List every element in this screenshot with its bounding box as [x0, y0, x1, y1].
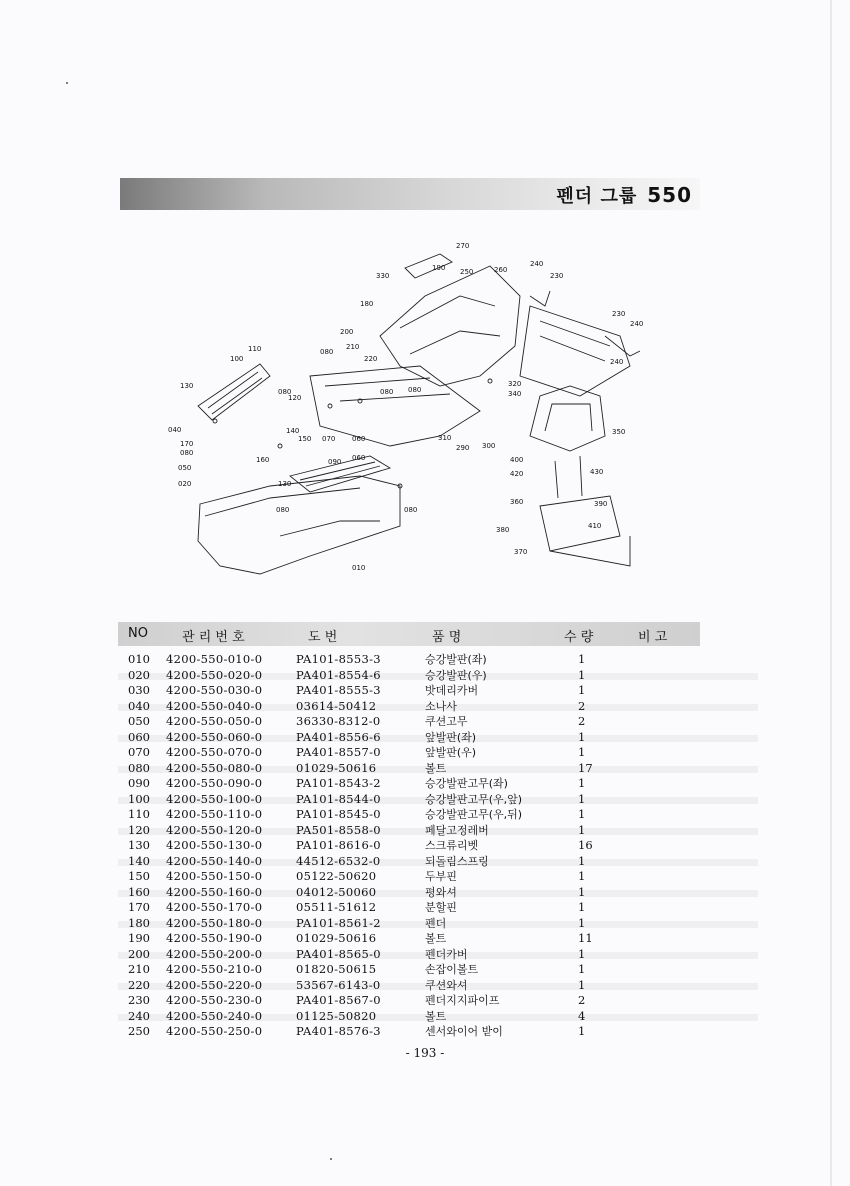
- row-no: 140: [128, 853, 150, 868]
- svg-text:080: 080: [278, 388, 292, 396]
- row-mgmt-number: 4200-550-220-0: [166, 977, 263, 992]
- row-mgmt-number: 4200-550-150-0: [166, 869, 263, 883]
- row-drawing-number: 04012-50060: [296, 884, 377, 899]
- row-no: 250: [128, 1024, 150, 1038]
- row-quantity: 1: [578, 745, 586, 759]
- svg-text:130: 130: [278, 480, 292, 488]
- row-quantity: 1: [578, 900, 586, 914]
- svg-text:240: 240: [610, 358, 624, 366]
- fender-pipe: [530, 291, 550, 306]
- row-part-name: 센서와이어 받이: [425, 1025, 503, 1038]
- row-no: 190: [128, 931, 150, 945]
- row-quantity: 1: [578, 791, 586, 806]
- svg-text:230: 230: [612, 310, 626, 318]
- svg-text:060: 060: [352, 454, 366, 462]
- row-no: 010: [128, 652, 150, 666]
- row-drawing-number: 05122-50620: [296, 869, 377, 883]
- row-drawing-number: PA501-8558-0: [296, 822, 381, 837]
- svg-text:100: 100: [230, 355, 244, 363]
- svg-text:170: 170: [180, 440, 194, 448]
- row-no: 050: [128, 714, 150, 728]
- svg-text:070: 070: [322, 435, 336, 443]
- group-number: 550: [647, 183, 692, 207]
- row-drawing-number: PA401-8576-3: [296, 1024, 381, 1038]
- row-no: 240: [128, 1008, 150, 1023]
- svg-text:230: 230: [550, 272, 564, 280]
- section-title: [556, 182, 692, 208]
- row-mgmt-number: 4200-550-060-0: [166, 729, 263, 744]
- row-mgmt-number: 4200-550-120-0: [166, 822, 263, 837]
- row-part-name: 앞발판(좌): [425, 730, 477, 744]
- row-drawing-number: 01125-50820: [296, 1008, 377, 1023]
- row-quantity: 1: [578, 683, 586, 697]
- row-drawing-number: 01029-50616: [296, 760, 377, 775]
- svg-text:300: 300: [482, 442, 496, 450]
- row-part-name: 밧데리카버: [425, 684, 479, 697]
- row-mgmt-number: 4200-550-230-0: [166, 993, 263, 1007]
- table-row: [128, 652, 728, 668]
- row-drawing-number: 03614-50412: [296, 698, 377, 713]
- row-no: 180: [128, 915, 150, 930]
- svg-text:060: 060: [352, 435, 366, 443]
- row-quantity: 1: [578, 977, 586, 992]
- table-row: [128, 776, 728, 792]
- table-row: [128, 838, 728, 854]
- row-part-name: 승강발판(우): [425, 668, 487, 682]
- svg-text:250: 250: [460, 268, 474, 276]
- row-part-name: 평와셔: [425, 885, 457, 899]
- row-drawing-number: PA401-8556-6: [296, 729, 381, 744]
- row-part-name: 스크류리벳: [425, 839, 479, 852]
- row-mgmt-number: 4200-550-050-0: [166, 714, 263, 728]
- svg-text:240: 240: [630, 320, 644, 328]
- rear-frame: [520, 306, 630, 396]
- table-row: [128, 978, 728, 994]
- row-mgmt-number: 4200-550-040-0: [166, 698, 263, 713]
- row-quantity: 11: [578, 931, 593, 945]
- svg-text:360: 360: [510, 498, 524, 506]
- table-row: [128, 900, 728, 916]
- row-part-name: 되돌림스프링: [425, 854, 489, 868]
- row-no: 230: [128, 993, 150, 1007]
- row-mgmt-number: 4200-550-090-0: [166, 776, 263, 790]
- row-drawing-number: PA101-8545-0: [296, 807, 381, 821]
- svg-text:200: 200: [340, 328, 354, 336]
- svg-text:130: 130: [180, 382, 194, 390]
- row-no: 030: [128, 683, 150, 697]
- row-quantity: 4: [578, 1008, 586, 1023]
- row-part-name: 페달고정레버: [425, 823, 489, 837]
- row-drawing-number: PA401-8557-0: [296, 745, 381, 759]
- svg-text:080: 080: [276, 506, 290, 514]
- table-row: [128, 885, 728, 901]
- table-row: [128, 823, 728, 839]
- row-drawing-number: 44512-6532-0: [296, 853, 381, 868]
- header-drawing-number: 도 번: [308, 630, 338, 645]
- row-mgmt-number: 4200-550-030-0: [166, 683, 263, 697]
- row-drawing-number: PA401-8555-3: [296, 683, 381, 697]
- row-mgmt-number: 4200-550-160-0: [166, 884, 263, 899]
- svg-text:220: 220: [364, 355, 378, 363]
- table-row: [128, 993, 728, 1009]
- row-drawing-number: PA101-8616-0: [296, 838, 381, 852]
- table-row: [128, 730, 728, 746]
- row-part-name: 볼트: [425, 1009, 447, 1023]
- table-row: [128, 714, 728, 730]
- row-quantity: 1: [578, 946, 586, 961]
- table-row: [128, 947, 728, 963]
- row-no: 060: [128, 729, 150, 744]
- page-edge: [830, 0, 832, 1186]
- svg-text:190: 190: [432, 264, 446, 272]
- row-mgmt-number: 4200-550-080-0: [166, 760, 263, 775]
- row-no: 150: [128, 869, 150, 883]
- table-header: [118, 622, 700, 646]
- svg-text:310: 310: [438, 434, 452, 442]
- svg-text:350: 350: [612, 428, 626, 436]
- row-drawing-number: 05511-51612: [296, 900, 377, 914]
- group-label: 펜더 그룹: [556, 186, 638, 207]
- table-row: [128, 761, 728, 777]
- row-drawing-number: PA101-8553-3: [296, 652, 381, 666]
- row-no: 170: [128, 900, 150, 914]
- svg-text:240: 240: [530, 260, 544, 268]
- row-part-name: 앞발판(우): [425, 746, 477, 759]
- row-part-name: 소나사: [425, 699, 457, 713]
- row-drawing-number: PA401-8554-6: [296, 667, 381, 682]
- svg-text:040: 040: [168, 426, 182, 434]
- row-part-name: 승강발판(좌): [425, 653, 487, 666]
- table-row: [128, 931, 728, 947]
- row-part-name: 펜더카버: [425, 947, 468, 961]
- front-bumper: [198, 476, 400, 574]
- row-mgmt-number: 4200-550-180-0: [166, 915, 263, 930]
- row-no: 220: [128, 977, 150, 992]
- row-quantity: 1: [578, 869, 586, 883]
- row-no: 160: [128, 884, 150, 899]
- row-quantity: 1: [578, 822, 586, 837]
- svg-text:330: 330: [376, 272, 390, 280]
- row-quantity: 1: [578, 884, 586, 899]
- svg-text:340: 340: [508, 390, 522, 398]
- row-mgmt-number: 4200-550-070-0: [166, 745, 263, 759]
- table-row: [128, 962, 728, 978]
- row-part-name: 쿠션와셔: [425, 978, 468, 992]
- table-row: [128, 683, 728, 699]
- svg-text:430: 430: [590, 468, 604, 476]
- row-drawing-number: 53567-6143-0: [296, 977, 381, 992]
- row-part-name: 두부핀: [425, 870, 457, 883]
- row-quantity: 1: [578, 667, 586, 682]
- row-part-name: 볼트: [425, 932, 447, 945]
- seat: [530, 386, 605, 451]
- row-no: 040: [128, 698, 150, 713]
- row-drawing-number: PA101-8544-0: [296, 791, 381, 806]
- row-quantity: 2: [578, 993, 586, 1007]
- table-row: [128, 792, 728, 808]
- svg-text:080: 080: [404, 506, 418, 514]
- svg-text:080: 080: [180, 449, 194, 457]
- table-row: [128, 869, 728, 885]
- table-row: [128, 745, 728, 761]
- svg-text:020: 020: [178, 480, 192, 488]
- row-mgmt-number: 4200-550-140-0: [166, 853, 263, 868]
- svg-text:120: 120: [288, 394, 302, 402]
- row-mgmt-number: 4200-550-020-0: [166, 667, 263, 682]
- row-drawing-number: PA401-8565-0: [296, 946, 381, 961]
- svg-text:370: 370: [514, 548, 528, 556]
- svg-text:210: 210: [346, 343, 360, 351]
- svg-text:270: 270: [456, 242, 470, 250]
- row-no: 120: [128, 822, 150, 837]
- page-number: - 193 -: [405, 1046, 445, 1060]
- table-row: [128, 1009, 728, 1025]
- row-no: 200: [128, 946, 150, 961]
- seat-bracket: [540, 496, 620, 551]
- parts-table: [128, 652, 728, 1040]
- svg-text:290: 290: [456, 444, 470, 452]
- row-part-name: 승강발판고무(우,앞): [425, 792, 523, 806]
- table-row: [128, 668, 728, 684]
- row-part-name: 펜더지지파이프: [425, 994, 500, 1007]
- row-mgmt-number: 4200-550-170-0: [166, 900, 263, 914]
- row-no: 080: [128, 760, 150, 775]
- svg-text:400: 400: [510, 456, 524, 464]
- row-quantity: 2: [578, 698, 586, 713]
- scan-speck: [330, 1158, 332, 1160]
- row-quantity: 1: [578, 1024, 586, 1038]
- row-drawing-number: PA401-8567-0: [296, 993, 381, 1007]
- left-step-plate: [198, 364, 270, 420]
- header-part-name: 품 명: [432, 630, 462, 645]
- row-part-name: 승강발판고무(우,뒤): [425, 808, 523, 821]
- svg-text:180: 180: [360, 300, 374, 308]
- row-drawing-number: 01029-50616: [296, 931, 377, 945]
- row-mgmt-number: 4200-550-200-0: [166, 946, 263, 961]
- svg-text:410: 410: [588, 522, 602, 530]
- row-mgmt-number: 4200-550-010-0: [166, 652, 263, 666]
- row-mgmt-number: 4200-550-210-0: [166, 962, 263, 976]
- row-quantity: 1: [578, 776, 586, 790]
- row-drawing-number: 01820-50615: [296, 962, 377, 976]
- svg-text:390: 390: [594, 500, 608, 508]
- row-quantity: 16: [578, 838, 593, 852]
- svg-text:140: 140: [286, 427, 300, 435]
- header-remarks: 비 고: [638, 630, 668, 645]
- scan-speck: [66, 82, 68, 84]
- svg-text:090: 090: [328, 458, 342, 466]
- row-quantity: 1: [578, 729, 586, 744]
- row-quantity: 1: [578, 915, 586, 930]
- row-quantity: 1: [578, 652, 586, 666]
- row-part-name: 볼트: [425, 761, 447, 775]
- svg-text:010: 010: [352, 564, 366, 572]
- table-row: [128, 807, 728, 823]
- row-quantity: 1: [578, 807, 586, 821]
- header-quantity: 수 량: [564, 630, 594, 645]
- row-part-name: 쿠션고무: [425, 715, 468, 728]
- svg-text:080: 080: [408, 386, 422, 394]
- row-no: 100: [128, 791, 150, 806]
- svg-text:050: 050: [178, 464, 192, 472]
- header-mgmt-number: 관 리 번 호: [182, 630, 245, 645]
- row-no: 110: [128, 807, 150, 821]
- row-part-name: 승강발판고무(좌): [425, 777, 508, 790]
- row-mgmt-number: 4200-550-240-0: [166, 1008, 263, 1023]
- row-no: 130: [128, 838, 150, 852]
- section-banner: [120, 178, 700, 210]
- header-no: NO: [128, 626, 148, 641]
- table-row: [128, 1024, 728, 1040]
- row-mgmt-number: 4200-550-250-0: [166, 1024, 263, 1038]
- row-quantity: 1: [578, 962, 586, 976]
- row-no: 020: [128, 667, 150, 682]
- svg-text:080: 080: [320, 348, 334, 356]
- row-no: 090: [128, 776, 150, 790]
- exploded-parts-diagram: [160, 236, 650, 586]
- row-quantity: 1: [578, 853, 586, 868]
- svg-text:260: 260: [494, 266, 508, 274]
- table-row: [128, 916, 728, 932]
- row-drawing-number: PA101-8543-2: [296, 776, 381, 790]
- row-quantity: 2: [578, 714, 586, 728]
- svg-text:420: 420: [510, 470, 524, 478]
- svg-text:110: 110: [248, 345, 262, 353]
- row-mgmt-number: 4200-550-190-0: [166, 931, 263, 945]
- row-part-name: 분할핀: [425, 901, 457, 914]
- svg-text:150: 150: [298, 435, 312, 443]
- row-drawing-number: 36330-8312-0: [296, 714, 381, 728]
- row-no: 070: [128, 745, 150, 759]
- row-drawing-number: PA101-8561-2: [296, 915, 381, 930]
- svg-text:380: 380: [496, 526, 510, 534]
- floor-plate: [310, 366, 480, 446]
- svg-text:080: 080: [380, 388, 394, 396]
- row-mgmt-number: 4200-550-130-0: [166, 838, 263, 852]
- table-row: [128, 854, 728, 870]
- table-row: [128, 699, 728, 715]
- row-mgmt-number: 4200-550-100-0: [166, 791, 263, 806]
- row-part-name: 펜더: [425, 916, 447, 930]
- svg-text:320: 320: [508, 380, 522, 388]
- row-mgmt-number: 4200-550-110-0: [166, 807, 263, 821]
- row-part-name: 손잡이볼트: [425, 963, 479, 976]
- row-no: 210: [128, 962, 150, 976]
- svg-text:160: 160: [256, 456, 270, 464]
- row-quantity: 17: [578, 760, 593, 775]
